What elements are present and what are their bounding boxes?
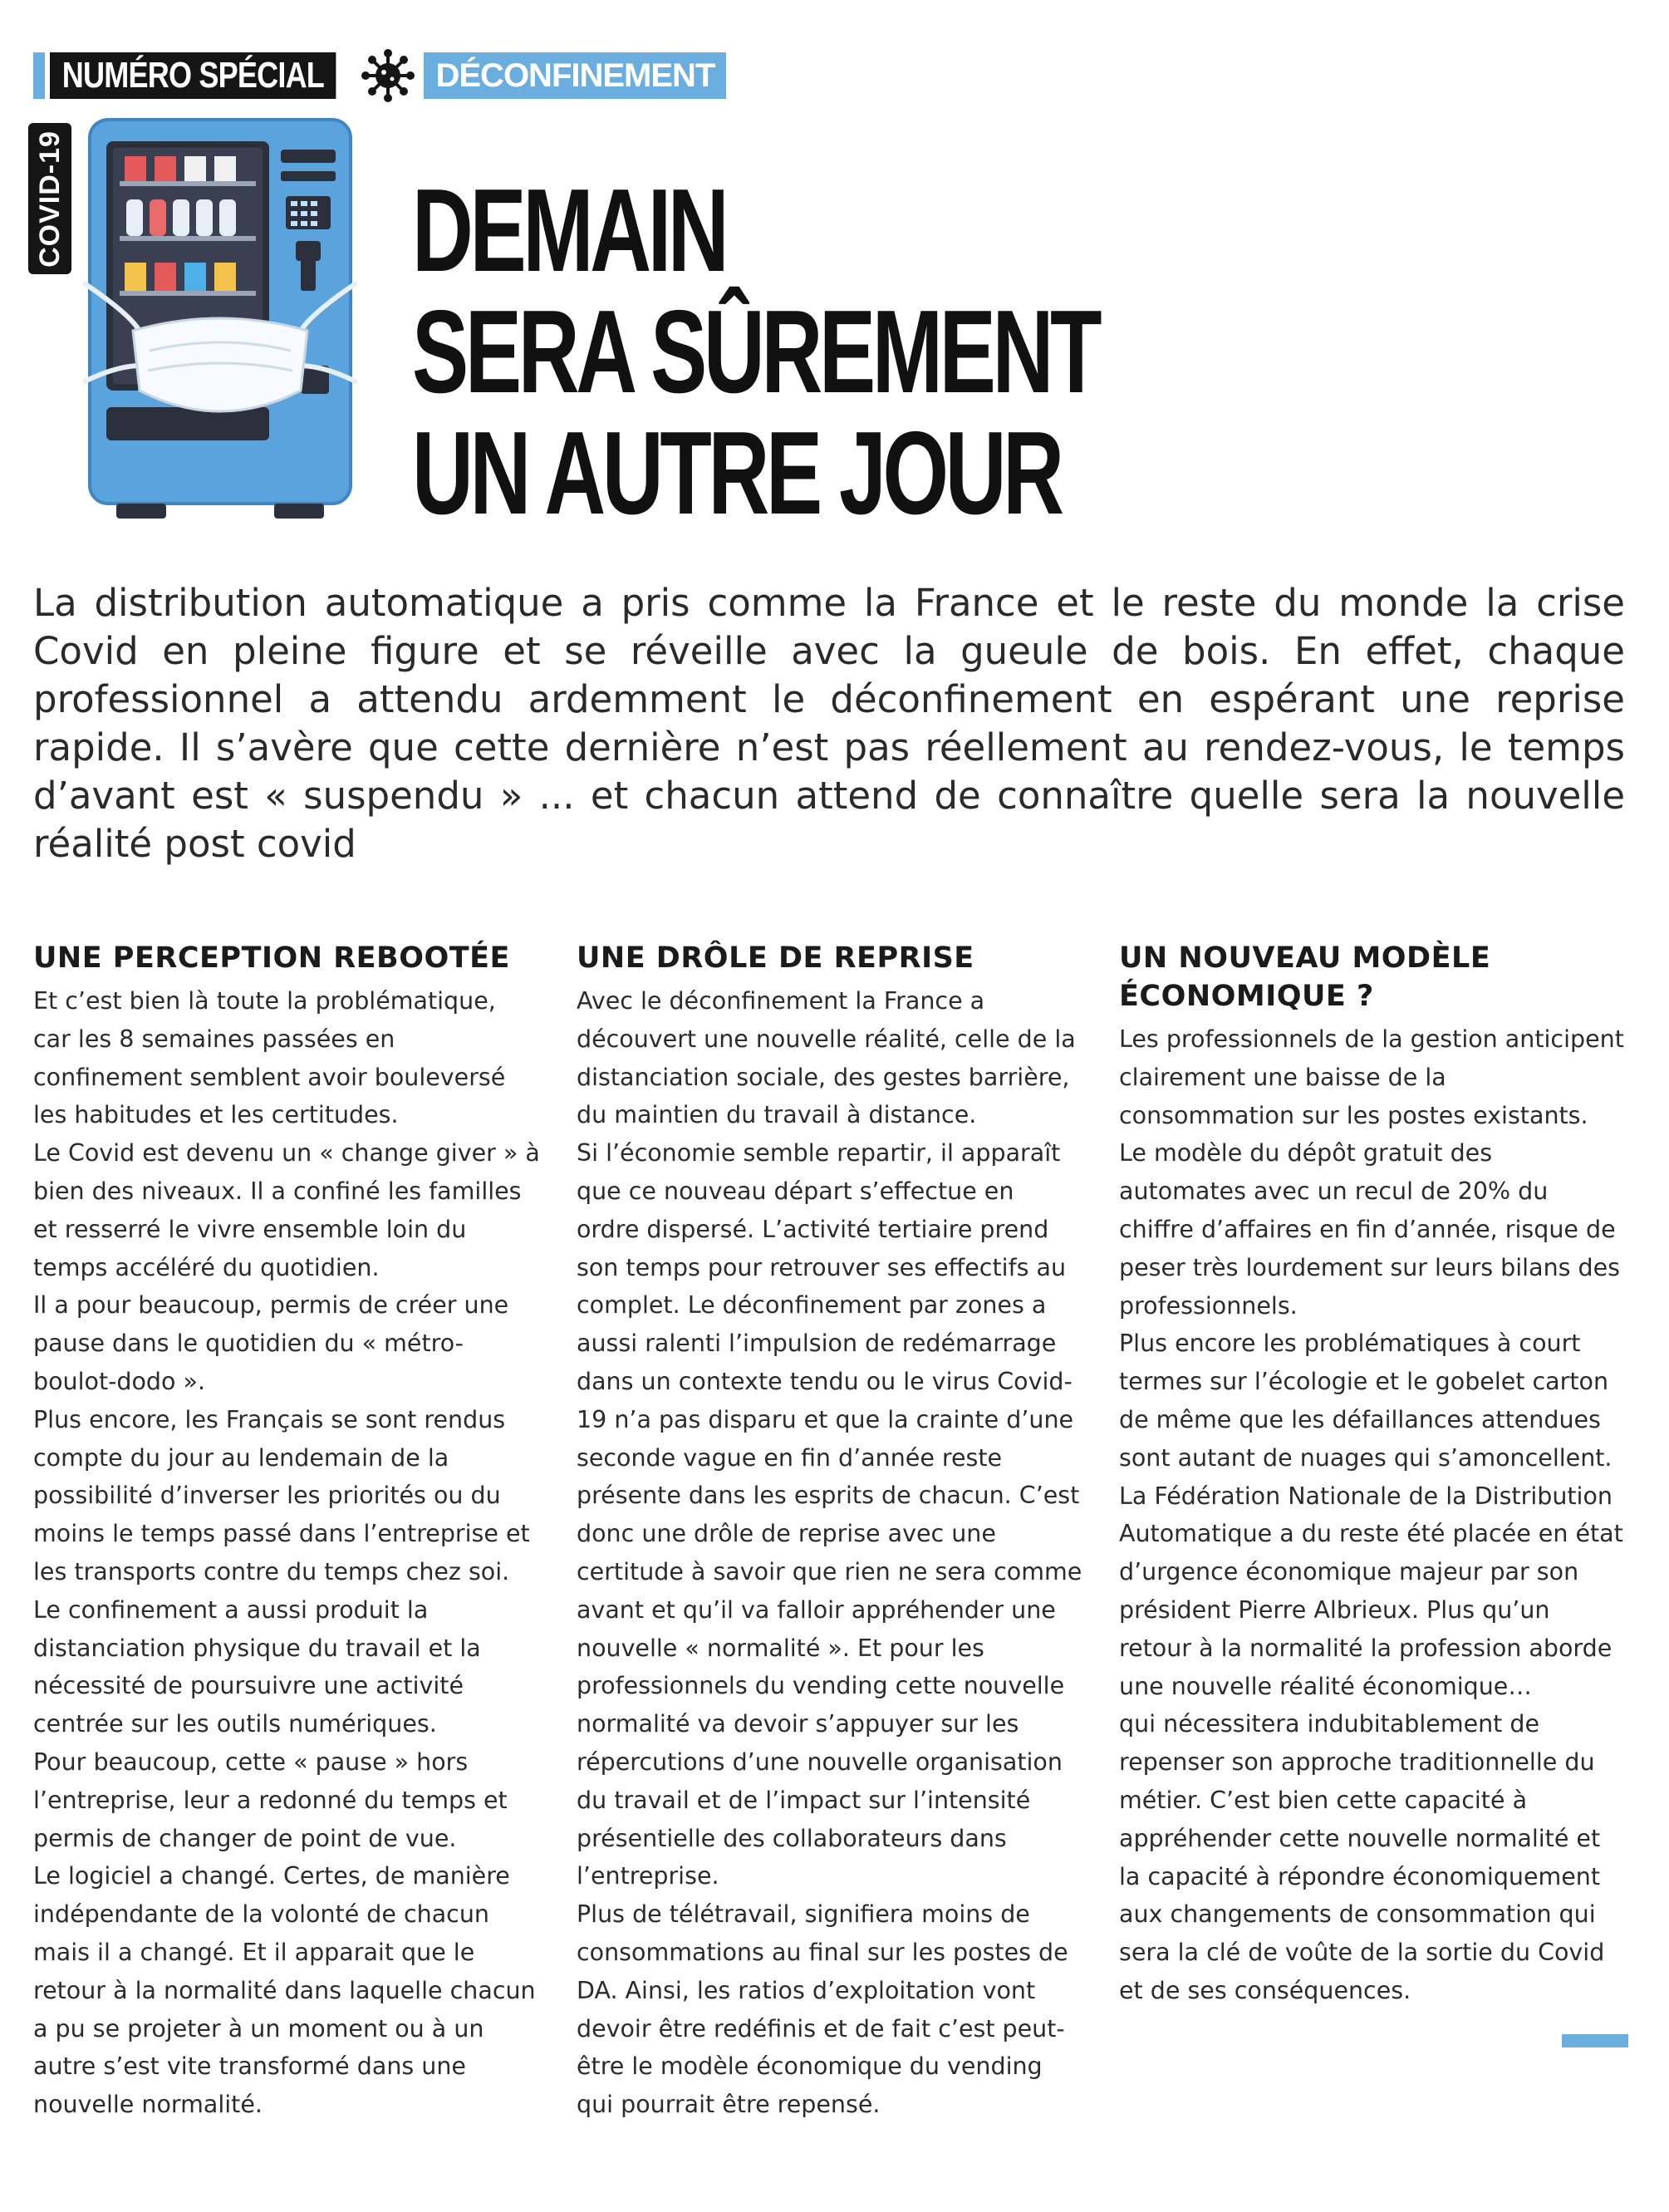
paragraph: qui nécessitera indubitablement de repenser son approche traditionnelle du métier. C’est bien cette capacité à appréhender cette nouvelle normalité et la capacité à répondre économiquement aux changements de consommation qui sera la clé de voûte de la sortie du Covid et de ses conséquences. [1119,1710,1605,2004]
paragraph: Les professionnels de la gestion anticipent clairement une baisse de la consommation sur les postes existants. [1119,1025,1624,1129]
headline-line: SERA SÛREMENT [412,286,1099,418]
section-title: UNE DRÔLE DE REPRISE [577,941,974,975]
article-intro: La distribution automatique a pris comme la France et le reste du monde la crise Covid en pleine figure et se réveille avec la gueule de bois. En effet, chaque professionnel a attendu ardemment le déconfinement en espérant une reprise rapide. Il s’avère que cette dernière n’est pas réellement au rendez-vous, le temps d’avant est « suspendu » ... et chacun attend de connaître quelle sera la nouvelle réalité post covid [33,581,1625,866]
paragraph: Plus encore, les Français se sont rendus compte du jour au lendemain de la possibilité d’inverser les priorités ou du moins le temps passé dans l’entreprise et les transports contre du temps chez soi. Le confinement a aussi produit la distanciation physique du travail et la nécessité de poursuivre une activité centrée sur les outils numériques. [33,1405,530,1738]
paragraph: Et c’est bien là toute la problématique, car les 8 semaines passées en confinement semblent avoir bouleversé les habitudes et les certitudes. [33,987,506,1129]
headline-line: UN AUTRE JOUR [412,407,1061,539]
section-title: UNE PERCEPTION REBOOTÉE [33,941,510,975]
end-of-article-marker [1562,2034,1628,2047]
paragraph: Pour beaucoup, cette « pause » hors l’entreprise, leur a redonné du temps et permis de changer de point de vue. [33,1747,508,1852]
article-headline [412,165,1099,539]
tag-marker [33,52,45,99]
column-2 [577,939,1083,2124]
paragraph: Le Covid est devenu un « change giver » à bien des niveaux. Il a confiné les familles et resserré le vivre ensemble loin du temps accéléré du quotidien. [33,1139,540,1281]
paragraph: Avec le déconfinement la France a découvert une nouvelle réalité, celle de la distanciation sociale, des gestes barrière, du maintien du travail à distance. [577,987,1076,1129]
topic-tag: DÉCONFINEMENT [424,52,726,99]
paragraph: retour à la normalité la profession aborde une nouvelle réalité économique… [1119,1634,1613,1700]
special-issue-tag: NUMÉRO SPÉCIAL [50,52,336,99]
issue-tagbar [33,52,726,100]
covid-side-badge [28,123,71,274]
vending-machine-illustration [83,116,357,532]
column-1 [33,939,540,2124]
section-title: UN NOUVEAU MODÈLE ÉCONOMIQUE ? [1119,941,1491,1013]
paragraph: Plus encore les problématiques à court termes sur l’écologie et le gobelet carton de même que les défaillances attendues sont autant de nuages qui s’amoncellent. La Fédération Nationale de la Distribution Automatique a du reste été placée en état d’urgence économique majeur par son président Pierre Albrieux. Plus qu’un [1119,1330,1623,1624]
paragraph: Plus de télétravail, signifiera moins de consommations au final sur les postes de DA. Ainsi, les ratios d’exploitation vont devoir être redéfinis et de fait c’est peut-être le modèle économique du vending qui pourrait être repensé. [577,1900,1068,2119]
paragraph: Si l’économie semble repartir, il apparaît que ce nouveau départ s’effectue en ordre dispersé. L’activité tertiaire prend son temps pour retrouver ses effectifs au complet. Le déconfinement par zones a aussi ralenti l’impulsion de redémarrage dans un contexte tendu ou le virus Covid-19 n’a pas disparu et que la crainte d’une seconde vague en fin d’année reste présente dans les esprits de chacun. C’est donc une drôle de reprise avec une certitude à savoir que rien ne sera comme avant et qu’il va falloir appréhender une nouvelle « normalité ». Et pour les professionnels du vending cette nouvelle normalité va devoir s’appuyer sur les répercutions d’une nouvelle organisation du travail et de l’impact sur l’intensité présentielle des collaborateurs dans l’entreprise. [577,1139,1082,1890]
headline-line: DEMAIN [412,165,726,297]
covid-side-badge-label: COVID-19 [33,130,66,268]
paragraph: Le modèle du dépôt gratuit des automates avec un recul de 20% du chiffre d’affaires en fin d’année, risque de peser très lourdement sur leurs bilans des professionnels. [1119,1139,1621,1320]
paragraph: Le logiciel a changé. Certes, de manière indépendante de la volonté de chacun mais il a changé. Et il apparait que le retour à la normalité dans laquelle chacun a pu se projeter à un moment ou à un autre s’est vite transformé dans une nouvelle normalité. [33,1862,536,2119]
virus-icon [361,48,415,103]
paragraph: Il a pour beaucoup, permis de créer une pause dans le quotidien du « métro-boulot-dodo ». [33,1291,509,1395]
column-3 [1119,939,1626,2010]
